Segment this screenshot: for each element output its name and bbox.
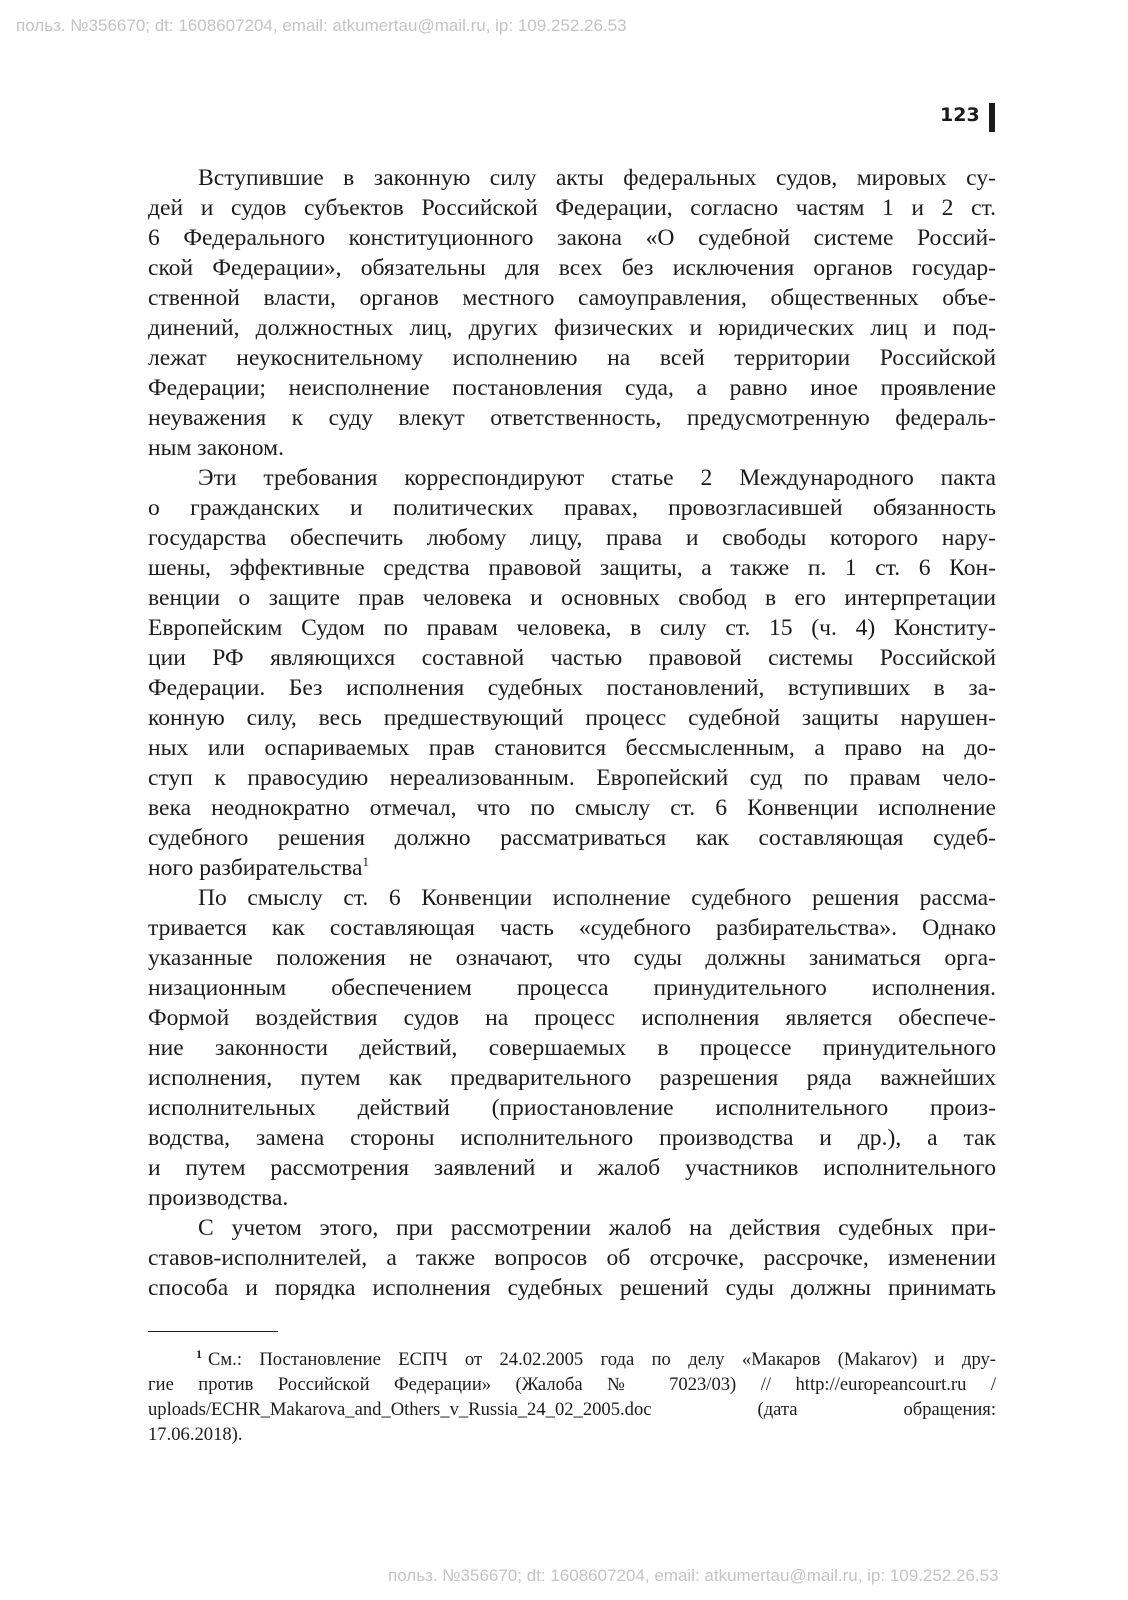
text-line: венции о защите прав человека и основных свобод в его интерпретации — [148, 585, 996, 611]
text-line: С учетом этого, при рассмотрении жалоб на действия судебных при- — [198, 1215, 996, 1241]
text-line: дей и судов субъектов Российской Федерации, согласно частям 1 и 2 ст. — [148, 195, 996, 221]
text-line: века неоднократно отмечал, что по смыслу ст. 6 Конвенции исполнение — [148, 795, 996, 821]
text-line: и путем рассмотрения заявлений и жалоб участников исполнительного — [148, 1155, 996, 1181]
page-number: 123 — [940, 104, 980, 126]
paragraph — [148, 163, 996, 463]
text-line: 6 Федерального конституционного закона «О судебной системе Россий- — [148, 225, 996, 251]
text-line: низационным обеспечением процесса принудительного исполнения. — [148, 975, 996, 1001]
text-line: Формой воздействия судов на процесс исполнения является обеспече- — [148, 1005, 996, 1031]
text-line: указанные положения не означают, что суды должны заниматься орга- — [148, 945, 996, 971]
text-line: тривается как составляющая часть «судебного разбирательства». Однако — [148, 915, 996, 941]
footnote-number: 1 — [196, 1347, 202, 1361]
text-line: неуважения к суду влекут ответственность, предусмотренную федераль- — [148, 405, 996, 431]
text-line — [148, 853, 996, 883]
text-line: судебного решения должно рассматриваться как составляющая судеб- — [148, 825, 996, 851]
text-line: конную силу, весь предшествующий процесс судебной защиты нарушен- — [148, 705, 996, 731]
text-line: ных или оспариваемых прав становится бессмысленным, а право на до- — [148, 735, 996, 761]
footnote-reference[interactable]: 1 — [362, 854, 369, 869]
text-line: динений, должностных лиц, других физических и юридических лиц и под- — [148, 315, 996, 341]
text-line: Федерации. Без исполнения судебных постановлений, вступивших в за- — [148, 675, 996, 701]
text-line: способа и порядка исполнения судебных решений суды должны принимать — [148, 1275, 996, 1301]
footnote-line: uploads/ECHR_Makarova_and_Others_v_Russia_24_02_2005.doc (дата обращения: — [148, 1399, 996, 1420]
footnote-divider — [148, 1331, 278, 1332]
paragraph — [148, 463, 996, 883]
text-line: исполнения, путем как предварительного разрешения ряда важнейших — [148, 1065, 996, 1091]
text-line: о гражданских и политических правах, провозгласившей обязанность — [148, 495, 996, 521]
text-line: По смыслу ст. 6 Конвенции исполнение судебного решения рассма- — [198, 885, 996, 911]
footnote — [148, 1347, 996, 1447]
footnote-line: гие против Российской Федерации» (Жалоба № 7023/03) // http://europeancourt.ru / — [148, 1374, 996, 1395]
text-line: ции РФ являющихся составной частью правовой системы Российской — [148, 645, 996, 671]
paragraph — [148, 883, 996, 1213]
body-text — [148, 163, 996, 1303]
text-line: ской Федерации», обязательны для всех без исключения органов государ- — [148, 255, 996, 281]
text-line: государства обеспечить любому лицу, права и свободы которого нару- — [148, 525, 996, 551]
text-line: производства. — [148, 1185, 289, 1211]
text-line: Эти требования корреспондируют статье 2 Международного пакта — [198, 465, 996, 491]
text-line: Вступившие в законную силу акты федеральных судов, мировых су- — [198, 165, 996, 191]
text-line: Европейским Судом по правам человека, в силу ст. 15 (ч. 4) Конститу- — [148, 615, 996, 641]
text-line: ственной власти, органов местного самоуправления, общественных объе- — [148, 285, 996, 311]
watermark-top: польз. №356670; dt: 1608607204, email: atkumertau@mail.ru, ip: 109.252.26.53 — [16, 16, 627, 35]
text-line: исполнительных действий (приостановление исполнительного произ- — [148, 1095, 996, 1121]
watermark-bottom: польз. №356670; dt: 1608607204, email: atkumertau@mail.ru, ip: 109.252.26.53 — [388, 1566, 999, 1585]
text-line: Федерации; неисполнение постановления суда, а равно иное проявление — [148, 375, 996, 401]
text-line: шены, эффективные средства правовой защиты, а также п. 1 ст. 6 Кон- — [148, 555, 996, 581]
text-line: ние законности действий, совершаемых в процессе принудительного — [148, 1035, 996, 1061]
text-line: водства, замена стороны исполнительного производства и др.), а так — [148, 1125, 996, 1151]
footnote-line-content: См.: Постановление ЕСПЧ от 24.02.2005 года по делу «Макаров (Makarov) и дру- — [208, 1349, 996, 1370]
text-line: лежат неукоснительному исполнению на всей территории Российской — [148, 345, 996, 371]
paragraph — [148, 1213, 996, 1303]
page-number-bar — [989, 103, 995, 132]
text-line: ступ к правосудию нереализованным. Европейский суд по правам чело- — [148, 765, 996, 791]
text-line: ным законом. — [148, 435, 284, 461]
footnote-line: 17.06.2018). — [148, 1424, 243, 1445]
text-line: ставов-исполнителей, а также вопросов об отсрочке, рассрочке, изменении — [148, 1245, 996, 1271]
text-line-content: ного разбирательства — [148, 855, 363, 881]
footnote-line — [148, 1347, 996, 1372]
